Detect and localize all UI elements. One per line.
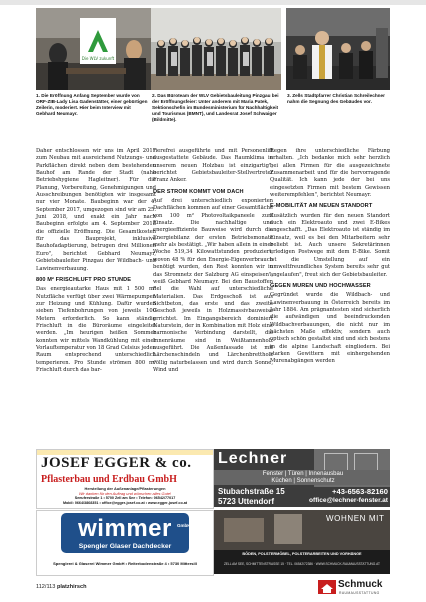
ad-street: Stubachstraße 15 <box>218 487 285 496</box>
house-icon <box>318 581 336 595</box>
section-heading: 800 M² FRISCHLUFT PRO STUNDE <box>36 276 132 283</box>
ad-contact: Mobil: 0664/3868351 • office@egger-josef.co.at • www.egger-josef.co.at <box>62 501 188 505</box>
section-heading: GEGEN MUREN UND HOCHWASSER <box>270 282 371 289</box>
photo-blessing <box>286 8 390 90</box>
photo-opening-interview <box>36 8 156 90</box>
paragraph: Daher entschlossen wir uns im April 2017 zum Neubau mit ausreichend Nutzungs- und Parkflächen direkt neben dem bestehenden Bauhof am Rande der Stadt (nahe Betriebshygiene Hagleitner). Für die Planung, Vorbereitung, Genehmigungen und Ausschreibungen benötigten wir insgesamt nur vier Monate. Baubeginn war der 4. September 2017, umgezogen sind wir am 25. Juni 2018, und exakt ein Jahr nach Baubeginn erfolgte am 4. September 2018 die offizielle Eröffnung. Die Gesamtkosten für das Bauprojekt, inklusive Bauhofadaptierung, betrugen drei Millionen Euro", berichtet Gebhard Neumayr, Gebietsbauleiter Pinzgau der Wildbach- und Lawinenverbauung. <box>36 148 156 272</box>
page-range: 112/113 <box>36 584 56 590</box>
ad-legal-suffix: GmbH <box>177 523 191 528</box>
ad-company-name: wimmer <box>78 515 172 542</box>
ad-address: Seeuferstraße 1 • 5700 Zell am See • Telefon: 06542/77017 <box>74 496 176 500</box>
paragraph: Das energieautarke Haus mit 1 500 m² Nutzfläche verfügt über zwei Wärmepumpen zur Heizung und Kühlung. Dafür wurden sieben Tiefenbohrungen von jeweils 100 Metern erforderlich. So kann ständig Frischluft in die Büroräume eingeleitet werden. „Im heurigen heißen Sommer konnten wir mittels Wandkühlung mit einer Vorlauftemperatur von 18 Grad Celsius jeden Raum entsprechend unterschiedlich temperieren. Pro Stunde strömen 800 m³ Frischluft durch das bar- <box>36 286 156 373</box>
schmuck-logo-mark <box>318 580 336 594</box>
ad-service: Herstellung der Außenanlage/Pflasterungen <box>84 486 166 491</box>
section-heading: E-MOBILITÄT AM NEUEN STANDORT <box>270 203 373 210</box>
section-heading: DER STROM KOMMT VOM DACH <box>153 188 244 195</box>
ad-company-name: Lechner <box>218 450 288 467</box>
ad-email[interactable]: office@lechner-fenster.at <box>309 497 388 504</box>
ad-schmuck-wohnen[interactable] <box>214 510 390 574</box>
schmuck-logo-text: Schmuck <box>338 579 383 590</box>
sign-text: Die WLV zukunft <box>81 56 115 61</box>
article-column-1 <box>36 148 156 374</box>
schmuck-logo-sub: RAUMAUSSTATTUNG <box>339 591 380 595</box>
article-column-2 <box>153 148 273 374</box>
paragraph: Zusätzlich wurden für den neuen Standort auch ein Elektroauto und zwei E-Bikes angeschafft. „Das Elektroauto ist ständig im Einsatz, weil es bei den Mitarbeitern sehr beliebt ist. Auch unsere Sekretärinnen erledigen Postwege mit dem E-Bike. Somit ist die Umstellung auf ein umweltfreundliches System bereits sehr gut angelaufen", freut sich der Gebietsbauleiter. <box>270 212 390 278</box>
ad-city: 5723 Uttendorf <box>218 497 275 506</box>
ad-products: BÖDEN, POLSTERMÖBEL, POLSTERARBEITEN UND VORHÄNGE <box>242 552 362 556</box>
caption-text: Die Eröffnung Anfang September wurde von ORF-ZIB-Lady Lisa Gadenstätter, einer gebürtigen Zeilerin, moderiert. Hier beim Interview mit Gebhard Neumayr. <box>36 93 148 117</box>
caption-number: 2. <box>152 93 156 98</box>
caption-number: 1. <box>36 93 40 98</box>
ad-address: ZELL AM SEE, SCHMITTENSTRASSE 15 · TEL. 06542/72386 · WWW.SCHMUCK-RAUMAUSSTATTUNG.AT <box>223 562 381 566</box>
caption-1 <box>36 93 150 117</box>
ad-lechner[interactable] <box>214 449 390 507</box>
caption-3 <box>287 93 390 105</box>
article-column-3 <box>270 148 390 366</box>
ad-address: Spenglerei & Glaserei Wimmer GmbH • Reiterbodenstraße 4 • 5730 Mittersill <box>53 561 197 566</box>
top-bar <box>0 0 426 5</box>
ad-thanks: Wir danken für den Auftrag und wünschen alles Gute! <box>78 491 172 496</box>
caption-number: 3. <box>287 93 291 98</box>
ad-headline: WOHNEN MIT <box>326 514 385 523</box>
ad-josef-egger[interactable] <box>36 449 214 509</box>
photo-office-team <box>151 8 281 90</box>
ad-trades: Spengler Glaser Dachdecker <box>78 543 172 550</box>
ad-company-subline: Pflasterbau und Erdbau GmbH <box>41 474 177 485</box>
caption-2 <box>152 93 280 123</box>
ad-company-name: JOSEF EGGER & co. <box>41 455 192 471</box>
paragraph: Gegründet wurde die Wildbach- und Lawinenverbauung in Österreich bereits im Jahr 1884. Am prägnantesten sind sicherlich die aufwändigen und beeindruckenden Wildbachverbauungen, die nicht nur im hächsten Maße effektiv, sondern auch optisch schön gestaltet sind und sich bestens in die alpine Landschaft eingliedern. Bei starken Gewittern mit einhergehenden Murenabgängen werden <box>270 292 390 365</box>
paragraph: rierefrei ausgeführte und mit Personenlift ausgestattete Gebäude. Das Raumklima in unserem neuen Holzbau ist einzigartig", berichtet Gebietsbauleiter-Stellvertreter Franz Anker. <box>153 148 273 184</box>
caption-text: Zells Stadtpfarrer Christian Schreilechner nahm die Segnung des Gebäudes vor. <box>287 93 385 105</box>
paragraph: Regen ihre unterschiedliche Färbung erhalten. „Ich bedanke mich sehr herzlich bei allen Firmen für die ausgezeichnete Zusammenarbeit und für die hervorragende Qualität. Ich kann jede der bei uns eingesetzten Firmen mit bestem Gewissen weiterempfehlen", berichtet Neumayr. <box>270 148 390 199</box>
page-number <box>36 584 86 590</box>
curtain-shape <box>274 514 302 544</box>
ad-tagline-2: Küchen | Sonnenschutz <box>271 478 335 484</box>
caption-text: Das Büroteam der WLV Gebietsbauleitung Pinzgau bei der Eröffnungsfeier: Unter anderem mit Maria Patek, Sektionschefin im Bundesministerium für Nachhaltigkeit und Tourismus (BMNT), und Landesrat Josef Schwaiger (Bildmitte). <box>152 93 279 123</box>
paragraph: Auf drei unterschiedlich exponierten Dachflächen kommen auf einer Gesamtfläche von 100 m² Photovoltaikpaneele zum Einsatz. Die nachhaltige und energieeffiziente Bauweise wird durch die Energiebilanz der ersten Betriebsmonate mehr als bestätigt. „Wir haben allein in einer Woche 519,34 Kilowattstunden produziert, wovon 48 % für den Energie-Eigenverbrauch benötigt wurden, den Rest konnten wir in das Stromnetz der Salzburg AG einspeisen", weiß Gebhard Neumayr. Bei den Baustoffen fiel die Wahl auf unterschiedliche Materialien. Das Erdgeschoß ist aus Sichtbeton, das erste und das zweite Geschoß jeweils in Holzmassivbauweise errichtet. Im Eingangsbereich dominiert Naturstein, der in Kombination mit Holz eine harmonische Verbindung darstellt, die Innenräume sind in Weißtannenholz ausgeführt. Die Außenfassade ist mit Lärchenschindeln und Lärchenbrettholz völlig naturbelassen und wird durch Sonne, Wind und <box>153 198 273 373</box>
ad-tagline: Fenster | Türen | Innenausbau <box>262 471 344 477</box>
magazine-name: platzhirsch <box>56 584 87 590</box>
ad-wimmer[interactable] <box>36 510 214 576</box>
sofa-shape <box>224 518 264 542</box>
ad-phone[interactable]: +43-6563-82160 <box>332 487 388 496</box>
